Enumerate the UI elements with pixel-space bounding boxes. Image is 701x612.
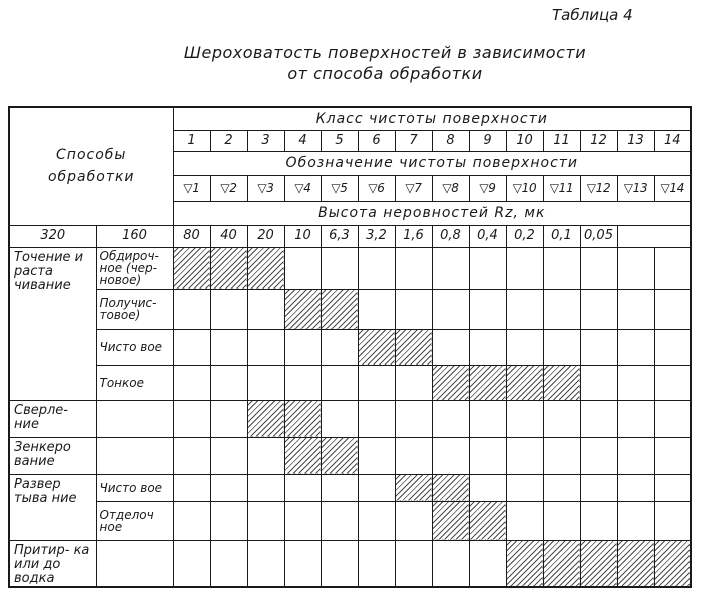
class-cell: [617, 329, 654, 365]
class-cell: [173, 437, 210, 474]
class-cell: [247, 474, 284, 501]
class-cell: [580, 365, 617, 400]
hatched-class-cell: [284, 400, 321, 437]
class-cell: [506, 289, 543, 329]
class-cell: [358, 437, 395, 474]
roughness-symbol-cell: ▽13: [617, 175, 654, 201]
class-cell: [432, 400, 469, 437]
class-cell: [247, 540, 284, 587]
sub-method-cell: Чисто вое: [96, 329, 173, 365]
class-cell: [321, 501, 358, 540]
class-number-cell: 1: [173, 130, 210, 151]
method-name-cell: Развер тыва ние: [9, 474, 96, 540]
class-cell: [469, 400, 506, 437]
roughness-height-cell: 40: [210, 225, 247, 247]
class-cell: [321, 474, 358, 501]
class-cell: [284, 474, 321, 501]
roughness-height-cell: 10: [284, 225, 321, 247]
class-cell: [543, 400, 580, 437]
hatched-class-cell: [469, 365, 506, 400]
class-cell: [395, 289, 432, 329]
roughness-symbol-cell: ▽7: [395, 175, 432, 201]
class-cell: [395, 501, 432, 540]
class-cell: [654, 437, 691, 474]
class-cell: [210, 289, 247, 329]
roughness-height-cell: 6,3: [321, 225, 358, 247]
class-cell: [469, 247, 506, 289]
roughness-symbol-cell: ▽11: [543, 175, 580, 201]
hatched-class-cell: [395, 474, 432, 501]
hatched-class-cell: [210, 247, 247, 289]
class-cell: [210, 501, 247, 540]
method-row: [9, 437, 691, 474]
roughness-height-cell: 0,1: [543, 225, 580, 247]
class-cell: [173, 289, 210, 329]
class-number-cell: 12: [580, 130, 617, 151]
class-cell: [247, 365, 284, 400]
class-number-cell: 11: [543, 130, 580, 151]
hatched-class-cell: [284, 437, 321, 474]
hatched-class-cell: [432, 501, 469, 540]
symbol-label: Обозначение чистоты поверхности: [285, 155, 579, 171]
class-number-cell: 6: [358, 130, 395, 151]
class-cell: [617, 289, 654, 329]
class-number-cell: 3: [247, 130, 284, 151]
sub-method-cell: [96, 540, 173, 587]
class-cell: [506, 474, 543, 501]
method-name-cell: Точение и раста чивание: [9, 247, 96, 400]
roughness-height-cell: 320: [9, 225, 96, 247]
sub-method-cell: Отделоч ное: [96, 501, 173, 540]
roughness-table-wrapper: [8, 106, 692, 588]
class-number-cell: 13: [617, 130, 654, 151]
class-cell: [247, 501, 284, 540]
hatched-class-cell: [432, 474, 469, 501]
hatched-class-cell: [321, 289, 358, 329]
sub-method-cell: [96, 437, 173, 474]
class-cell: [543, 501, 580, 540]
method-row: [9, 289, 691, 329]
method-row: [9, 400, 691, 437]
class-cell: [321, 329, 358, 365]
class-cell: [617, 400, 654, 437]
class-cell: [469, 437, 506, 474]
roughness-symbol-cell: ▽2: [210, 175, 247, 201]
class-cell: [506, 400, 543, 437]
class-cell: [358, 540, 395, 587]
method-name-cell: Зенкеро вание: [9, 437, 96, 474]
class-cell: [395, 247, 432, 289]
class-cell: [173, 365, 210, 400]
hatched-class-cell: [506, 540, 543, 587]
roughness-height-cell: 0,4: [469, 225, 506, 247]
class-cell: [617, 474, 654, 501]
class-number-cell: 8: [432, 130, 469, 151]
class-number-cell: 9: [469, 130, 506, 151]
class-cell: [543, 329, 580, 365]
class-cell: [247, 437, 284, 474]
class-cell: [617, 437, 654, 474]
class-cell: [654, 474, 691, 501]
class-cell: [210, 400, 247, 437]
class-cell: [284, 365, 321, 400]
class-cell: [543, 247, 580, 289]
hatched-class-cell: [284, 289, 321, 329]
class-cell: [284, 540, 321, 587]
class-cell: [321, 540, 358, 587]
hatched-class-cell: [247, 400, 284, 437]
class-cell: [173, 501, 210, 540]
class-cell: [358, 501, 395, 540]
hatched-class-cell: [247, 247, 284, 289]
class-cell: [654, 289, 691, 329]
class-cell: [247, 329, 284, 365]
height-label-cell: [173, 201, 691, 225]
class-cell: [654, 247, 691, 289]
class-cell: [395, 437, 432, 474]
class-cell: [173, 329, 210, 365]
roughness-symbol-cell: ▽1: [173, 175, 210, 201]
class-cell: [210, 474, 247, 501]
class-cell: [432, 329, 469, 365]
class-cell: [284, 247, 321, 289]
roughness-height-cell: 0,8: [432, 225, 469, 247]
height-label: Высота неровностей Rz, мк: [318, 205, 546, 221]
hatched-class-cell: [173, 247, 210, 289]
method-row: [9, 501, 691, 540]
class-cell: [654, 365, 691, 400]
roughness-symbol-cell: ▽14: [654, 175, 691, 201]
class-cell: [432, 247, 469, 289]
class-cell: [321, 365, 358, 400]
class-cell: [358, 400, 395, 437]
class-cell: [395, 540, 432, 587]
roughness-height-cell: 80: [173, 225, 210, 247]
class-label-cell: [173, 107, 691, 130]
class-cell: [654, 501, 691, 540]
roughness-height-cell: 20: [247, 225, 284, 247]
class-cell: [580, 289, 617, 329]
class-cell: [173, 474, 210, 501]
hatched-class-cell: [506, 365, 543, 400]
roughness-symbol-cell: ▽4: [284, 175, 321, 201]
class-number-cell: 10: [506, 130, 543, 151]
roughness-symbol-cell: ▽12: [580, 175, 617, 201]
hatched-class-cell: [543, 365, 580, 400]
roughness-symbol-cell: ▽8: [432, 175, 469, 201]
hatched-class-cell: [469, 501, 506, 540]
class-cell: [543, 437, 580, 474]
class-number-cell: 7: [395, 130, 432, 151]
class-cell: [395, 365, 432, 400]
hatched-class-cell: [358, 329, 395, 365]
method-row: [9, 540, 691, 587]
sub-method-cell: Тонкое: [96, 365, 173, 400]
class-cell: [506, 329, 543, 365]
method-row: [9, 365, 691, 400]
class-cell: [284, 329, 321, 365]
class-cell: [617, 365, 654, 400]
method-row: [9, 247, 691, 289]
class-cell: [543, 289, 580, 329]
class-cell: [321, 247, 358, 289]
sub-method-cell: Получис- товое): [96, 289, 173, 329]
methods-header-cell: [9, 107, 173, 225]
roughness-height-cell: 1,6: [395, 225, 432, 247]
class-number-cell: 2: [210, 130, 247, 151]
header-row-class-label: [9, 107, 691, 130]
method-name-cell: Сверле- ние: [9, 400, 96, 437]
hatched-class-cell: [395, 329, 432, 365]
class-label: Класс чистоты поверхности: [315, 110, 548, 127]
roughness-symbol-cell: ▽6: [358, 175, 395, 201]
hatched-class-cell: [321, 437, 358, 474]
class-cell: [617, 501, 654, 540]
methods-header-label: Способы обработки: [47, 147, 135, 186]
class-cell: [506, 437, 543, 474]
header-row-heights: [9, 225, 691, 247]
class-cell: [432, 540, 469, 587]
table-title-line-1: Шероховатость поверхностей в зависимости: [183, 43, 587, 62]
method-name-cell: Притир- ка или до водка: [9, 540, 96, 587]
class-cell: [506, 247, 543, 289]
class-cell: [284, 501, 321, 540]
class-number-cell: 5: [321, 130, 358, 151]
class-cell: [173, 540, 210, 587]
class-cell: [617, 247, 654, 289]
hatched-class-cell: [617, 540, 654, 587]
class-cell: [580, 329, 617, 365]
class-cell: [654, 329, 691, 365]
roughness-height-cell: 3,2: [358, 225, 395, 247]
class-cell: [432, 437, 469, 474]
table-number: Таблица 4: [552, 6, 633, 24]
roughness-height-cell: 0,2: [506, 225, 543, 247]
sub-method-cell: Обдироч- ное (чер- новое): [96, 247, 173, 289]
hatched-class-cell: [432, 365, 469, 400]
method-row: [9, 329, 691, 365]
hatched-class-cell: [580, 540, 617, 587]
class-cell: [210, 329, 247, 365]
class-cell: [580, 437, 617, 474]
class-cell: [432, 289, 469, 329]
roughness-table: [8, 106, 692, 588]
class-cell: [469, 540, 506, 587]
class-cell: [210, 365, 247, 400]
method-row: [9, 474, 691, 501]
roughness-symbol-cell: ▽9: [469, 175, 506, 201]
class-cell: [173, 400, 210, 437]
class-cell: [543, 474, 580, 501]
class-cell: [358, 289, 395, 329]
hatched-class-cell: [543, 540, 580, 587]
class-number-cell: 4: [284, 130, 321, 151]
roughness-symbol-cell: ▽5: [321, 175, 358, 201]
class-cell: [469, 474, 506, 501]
class-cell: [395, 400, 432, 437]
class-cell: [210, 540, 247, 587]
roughness-symbol-cell: ▽10: [506, 175, 543, 201]
roughness-symbol-cell: ▽3: [247, 175, 284, 201]
table-title-line-2: от способа обработки: [287, 64, 483, 83]
sub-method-cell: Чисто вое: [96, 474, 173, 501]
class-cell: [247, 289, 284, 329]
class-cell: [580, 474, 617, 501]
symbol-label-cell: [173, 151, 691, 175]
table-title: [150, 42, 620, 84]
class-cell: [469, 329, 506, 365]
class-cell: [506, 501, 543, 540]
roughness-height-cell: 160: [96, 225, 173, 247]
class-cell: [358, 247, 395, 289]
class-cell: [580, 501, 617, 540]
class-cell: [580, 247, 617, 289]
class-cell: [654, 400, 691, 437]
class-cell: [358, 365, 395, 400]
class-number-cell: 14: [654, 130, 691, 151]
hatched-class-cell: [654, 540, 691, 587]
class-cell: [469, 289, 506, 329]
class-cell: [321, 400, 358, 437]
class-cell: [580, 400, 617, 437]
class-cell: [210, 437, 247, 474]
class-cell: [358, 474, 395, 501]
sub-method-cell: [96, 400, 173, 437]
roughness-height-cell: 0,05: [580, 225, 617, 247]
